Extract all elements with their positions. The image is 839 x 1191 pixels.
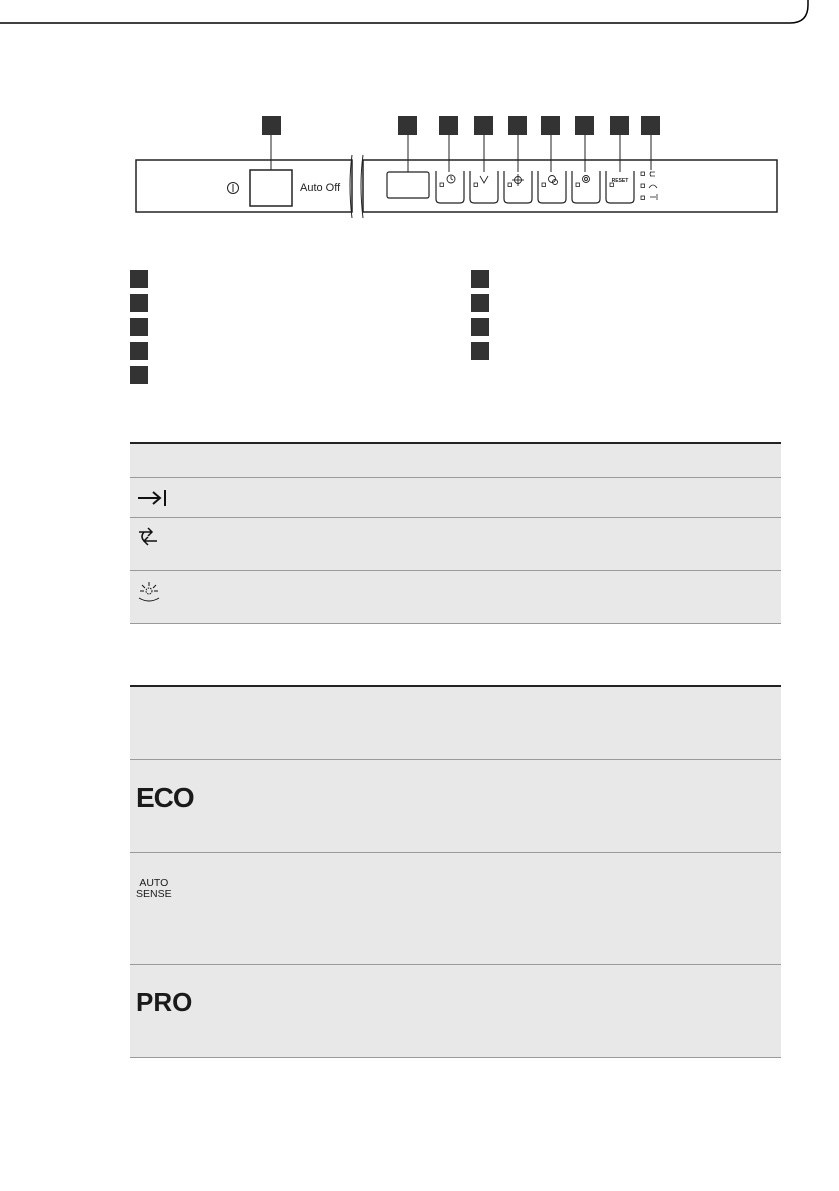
legend-item-box: [471, 318, 489, 336]
legend-item-box: [471, 342, 489, 360]
callout-box: [508, 116, 527, 135]
callout-box: [610, 116, 629, 135]
table-row: [130, 518, 781, 571]
legend-item-box: [471, 270, 489, 288]
callout-box: [398, 116, 417, 135]
page-top-rule: [0, 0, 839, 30]
table-row: [130, 760, 781, 853]
callout-box: [439, 116, 458, 135]
callout-box: [641, 116, 660, 135]
table-row: [130, 571, 781, 624]
rinse-aid-icon: [136, 527, 160, 549]
legend-item-box: [130, 342, 148, 360]
table-row: [130, 853, 781, 965]
callout-box: [541, 116, 560, 135]
legend-item-box: [130, 294, 148, 312]
auto-off-label: Auto Off: [300, 182, 341, 194]
table-row: [130, 965, 781, 1058]
auto-sense-programme-icon: AUTO SENSE: [136, 877, 172, 900]
table-header-row: [130, 687, 781, 760]
end-arrow-icon: [136, 488, 168, 508]
salt-icon: [136, 579, 162, 605]
callout-box: [262, 116, 281, 135]
callout-box: [575, 116, 594, 135]
on-off-button-shape: [250, 170, 292, 206]
eco-programme-icon: ECO: [136, 782, 194, 813]
legend-item-box: [471, 294, 489, 312]
display-shape: [387, 172, 429, 198]
table-row: [130, 478, 781, 518]
legend-item-box: [130, 318, 148, 336]
reset-button-label: RESET: [611, 178, 629, 184]
indicators-table: [130, 442, 781, 624]
pro-programme-icon: PRO: [136, 987, 193, 1017]
legend-item-box: [130, 366, 148, 384]
legend-item-box: [130, 270, 148, 288]
control-panel-illustration: [0, 100, 839, 240]
programmes-table: [130, 685, 781, 1058]
callout-box: [474, 116, 493, 135]
table-header-row: [130, 444, 781, 478]
